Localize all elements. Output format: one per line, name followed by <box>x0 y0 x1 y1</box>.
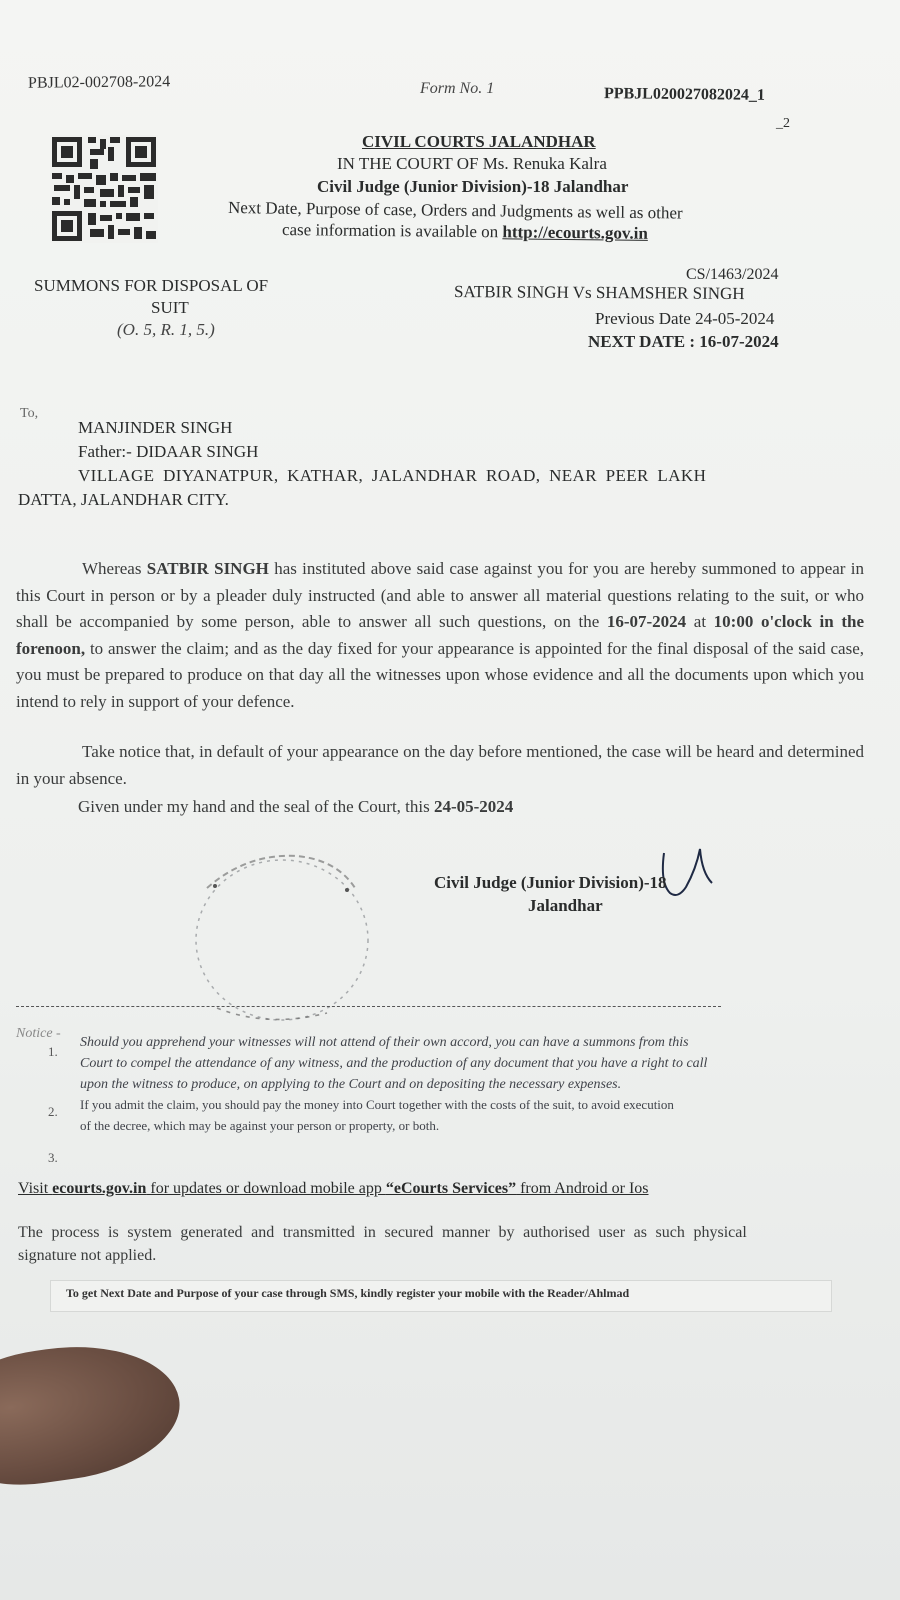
notice-item-1-line-1: Should you apprehend your witnesses will not attend of their own accord, you can have a summons from this <box>80 1035 689 1050</box>
notice-item-1 <box>80 1032 707 1095</box>
given-under-text: Given under my hand and the seal of the Court, this <box>78 797 434 816</box>
addressee-address-1: VILLAGE DIYANATPUR, KATHAR, JALANDHAR ROAD, NEAR PEER LAKH <box>78 466 707 485</box>
case-info-prefix: case information is available on <box>281 220 503 242</box>
addressee-address-2: DATTA, JALANDHAR CITY. <box>18 490 229 509</box>
judge-designation: Civil Judge (Junior Division)-18 Jalandhar <box>317 177 629 196</box>
case-parties: SATBIR SINGH Vs SHAMSHER SINGH <box>453 282 745 304</box>
previous-date: Previous Date 24-05-2024 <box>595 309 775 328</box>
notice-number-2: 2. <box>48 1104 58 1119</box>
notice-label: Notice - <box>16 1026 61 1041</box>
addressee-father: Father:- DIDAAR SINGH <box>78 442 259 461</box>
p1-text-a: Whereas <box>82 559 147 578</box>
p1-text-c: at <box>686 612 714 631</box>
case-reference-id: PBJL02-002708-2024 <box>27 73 171 92</box>
notice-item-1-line-3: upon the witness to produce, on applying to the Court and on depositing the necessary expenses. <box>80 1077 622 1092</box>
issue-date: 24-05-2024 <box>433 797 514 816</box>
process-note-line-2: signature not applied. <box>18 1247 157 1264</box>
notice-item-2 <box>80 1094 674 1136</box>
ecourts-link[interactable]: http://ecourts.gov.in <box>502 222 648 243</box>
addressee-name: MANJINDER SINGH <box>78 418 233 437</box>
to-label: To, <box>20 406 39 421</box>
signatory-location: Jalandhar <box>528 896 603 915</box>
hearing-date: 16-07-2024 <box>606 612 687 631</box>
p1-text-d: to answer the claim; and as the day fixed for your appearance is appointed for the final disposal of the said case, you must be prepared to produce on that day all the witnesses upon whose evidence and all the documents upon which you intend to rely in support of your defence. <box>16 638 864 711</box>
visit-ecourts-line[interactable] <box>18 1180 649 1198</box>
form-number: Form No. 1 <box>420 80 495 97</box>
thumb-photo-artifact <box>0 1332 188 1496</box>
notice-number-1: 1. <box>48 1044 58 1059</box>
notice-paragraph: Take notice that, in default of your appearance on the day before mentioned, the case will be heard and determined in your absence. <box>16 742 864 788</box>
case-info-line-2 <box>282 220 648 244</box>
plaintiff-name: SATBIR SINGH <box>146 559 269 578</box>
summons-title-2: SUIT <box>151 298 189 317</box>
process-id-suffix: _2 <box>776 116 790 131</box>
visit-text-b: for updates or download mobile app <box>146 1180 386 1197</box>
p1-text-b: has instituted above said case against you for you are hereby summoned to appear in this Court in person or by a pleader duly instructed (and able to answer all material questions relating to the suit, or who shall be accompanied by some person, able to answer all such questions, on the <box>16 559 864 631</box>
notice-item-2-line-1: If you admit the claim, you should pay the money into Court together with the costs of the suit, to avoid execution <box>80 1097 674 1112</box>
process-id: PPBJL020027082024_1 <box>603 85 765 104</box>
notice-item-1-line-2: Court to compel the attendance of any witness, and the production of any document that you have a right to call <box>80 1056 708 1071</box>
case-info-line-1: Next Date, Purpose of case, Orders and Judgments as well as other <box>227 198 683 223</box>
sms-info-text: To get Next Date and Purpose of your case through SMS, kindly register your mobile with the Reader/Ahlmad <box>66 1286 630 1300</box>
qr-code-icon <box>50 135 158 243</box>
summons-paragraph <box>16 556 864 715</box>
signatory-designation: Civil Judge (Junior Division)-18 <box>434 873 667 892</box>
court-of-line: IN THE COURT OF Ms. Renuka Kalra <box>337 154 607 173</box>
notice-number-3: 3. <box>48 1150 58 1165</box>
ecourts-app-name: “eCourts Services” <box>385 1180 517 1197</box>
summons-title: SUMMONS FOR DISPOSAL OF <box>34 276 269 295</box>
next-date: NEXT DATE : 16-07-2024 <box>588 332 779 351</box>
notice-item-2-line-2: of the decree, which may be against your person or property, or both. <box>80 1118 440 1133</box>
process-note-line-1: The process is system generated and transmitted in secured manner by authorised user as such physical <box>18 1224 747 1241</box>
hearing-time: 10:00 o'clock in the forenoon, <box>16 612 864 658</box>
visit-text-c: from Android or Ios <box>516 1180 649 1197</box>
visit-text-a: Visit <box>18 1180 53 1197</box>
given-under-line <box>78 797 513 817</box>
court-seal-stamp <box>187 848 377 1028</box>
case-number: CS/1463/2024 <box>686 266 779 283</box>
court-name: CIVIL COURTS JALANDHAR <box>362 132 596 151</box>
separator-line <box>16 1006 721 1007</box>
visit-site-link[interactable]: ecourts.gov.in <box>52 1180 147 1197</box>
order-rule: (O. 5, R. 1, 5.) <box>117 320 215 339</box>
